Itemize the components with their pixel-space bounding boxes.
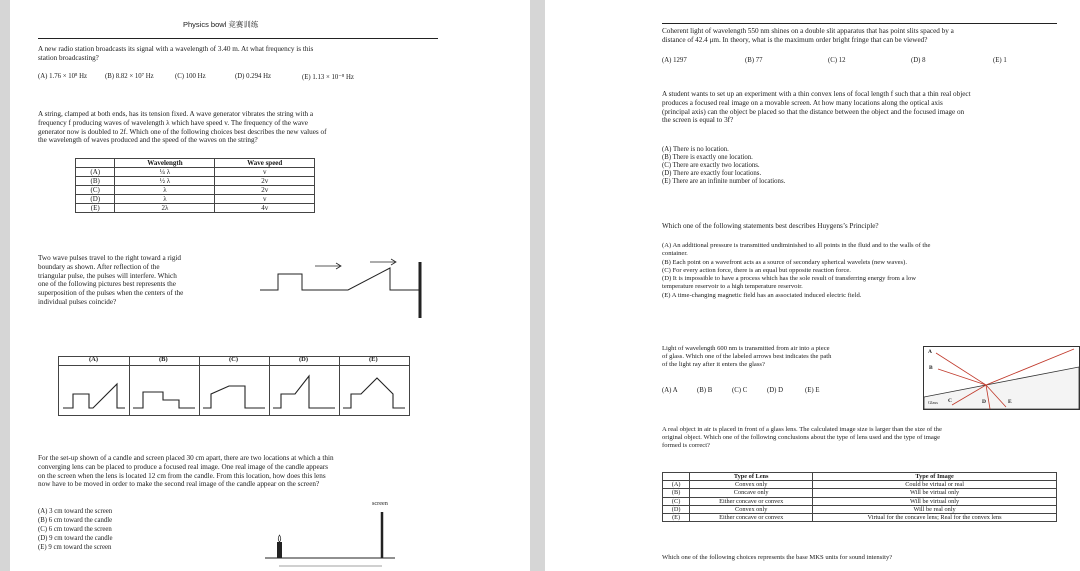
question-huygens-text: Which one of the following statements best describes Huygens’s Principle?: [662, 222, 879, 230]
table-cell: Either concave or convex: [690, 497, 813, 505]
pulse-choice-shapes: [59, 366, 409, 415]
choice-d: (D) 9 cm toward the candle: [38, 535, 113, 542]
question-string-text: A string, clamped at both ends, has its tension fixed. A wave generator vibrates the string with a frequency f producing waves of wavelength λ which have speed v. The frequency of the wave generator now is doubled to 2f. Which one of the following choices best describes the new values of the wavelength of waves produced and the speed of the waves on the string?: [38, 110, 327, 145]
ray-a: [936, 353, 986, 385]
choice-b: (B) 6 cm toward the candle: [38, 517, 113, 524]
document-page-2: [545, 0, 1080, 571]
table-cell: (C): [76, 186, 115, 195]
table-header-row: [76, 159, 315, 168]
ray-label-e: E: [1008, 399, 1012, 405]
choice-c: (C) 12: [828, 57, 846, 64]
choice-c: (C) There are exactly two locations.: [662, 162, 760, 169]
question-lens-positions-text: A student wants to set up an experiment with a thin convex lens of focal length f such that a thin real object produces a focused real image on a movable screen. At how many locations along the optical axis (principal axis) can the object be placed so that the distance between the object and the focused image on the screen is equal to 3f?: [662, 90, 971, 125]
table-row: [663, 514, 1057, 522]
ray-label-c: C: [948, 398, 952, 404]
choice-d: (D) There are exactly four locations.: [662, 170, 762, 177]
table-cell: (B): [76, 177, 115, 186]
table-cell: 2v: [215, 177, 315, 186]
table-cell: Will be virtual only: [813, 489, 1057, 497]
table-row: [76, 195, 315, 204]
table-row: [663, 481, 1057, 489]
table-header-cell: Wave speed: [215, 159, 315, 168]
table-row: [76, 177, 315, 186]
candle-screen-diagram: [265, 508, 405, 570]
table-cell: Will be virtual only: [813, 497, 1057, 505]
table-cell: v: [215, 168, 315, 177]
choice-d: (D) 0.294 Hz: [235, 73, 272, 80]
table-cell: (A): [76, 168, 115, 177]
pulse-shape-b: [133, 392, 195, 408]
table-cell: Virtual for the concave lens; Real for the convex lens: [813, 514, 1057, 522]
choice-d: (D) It is impossible to have a process which has the sole result of transferring energy from a low temperature reservoir to a high temperature reservoir.: [662, 275, 917, 290]
table-cell: (E): [76, 204, 115, 213]
page-header-title: Physics bowl 竞赛训练: [183, 20, 259, 29]
choice-c: (C) C: [732, 387, 748, 394]
pulse-choice-label: (A): [89, 356, 99, 363]
refraction-diagram: [923, 346, 1080, 410]
screen-label: screen: [372, 500, 388, 507]
table-cell: 2λ: [115, 204, 215, 213]
table-cell: (E): [663, 514, 690, 522]
table-header-row: [663, 473, 1057, 481]
table-cell: Either concave or convex: [690, 514, 813, 522]
table-cell: (D): [76, 195, 115, 204]
choice-c: (C) 6 cm toward the screen: [38, 526, 112, 533]
question-radio-text: A new radio station broadcasts its signal with a wavelength of 3.40 m. At what frequency is this station broadcasting?: [38, 45, 314, 62]
wave-pulses-diagram: [260, 260, 440, 320]
table-cell: v: [215, 195, 315, 204]
incoming-pulses: [260, 268, 420, 290]
choice-a: (A) A: [662, 387, 678, 394]
table-cell: (C): [663, 497, 690, 505]
choice-e: (E) E: [805, 387, 820, 394]
ray-label-a: A: [928, 349, 932, 355]
choice-b: (B) 8.82 × 10⁷ Hz: [105, 73, 154, 80]
choice-e: (E) There are an infinite number of locations.: [662, 178, 786, 185]
table-row: [663, 505, 1057, 513]
ray-label-b: B: [929, 365, 933, 371]
choice-a: (A) 1.76 × 10⁸ Hz: [38, 73, 88, 80]
candle-icon: [277, 542, 282, 558]
table-header-cell: [663, 473, 690, 481]
choice-e: (E) 1: [993, 57, 1007, 64]
table-cell: Will be real only: [813, 505, 1057, 513]
table-row: [663, 489, 1057, 497]
pulse-shape-c: [203, 386, 265, 408]
flame-icon: [278, 535, 281, 542]
pulse-shape-e: [343, 378, 405, 408]
choice-a: (A) There is no location.: [662, 146, 729, 153]
table-cell: (B): [663, 489, 690, 497]
choice-e: (E) 1.13 × 10⁻⁸ Hz: [302, 74, 354, 81]
choice-a: (A) 3 cm toward the screen: [38, 508, 113, 515]
table-row: [76, 168, 315, 177]
table-cell: ¼ λ: [115, 168, 215, 177]
question-glass-text: Light of wavelength 600 nm is transmitted from air into a piece of glass. Which one of the labeled arrows best indicates the path of the light ray after it enters the glass?: [662, 345, 832, 368]
question-slits-text: Coherent light of wavelength 550 nm shines on a double slit apparatus that has point slits spaced by a distance of 42.4 μm. In theory, what is the maximum order bright fringe that can be viewed?: [662, 27, 954, 44]
pulse-choices-grid: [58, 356, 410, 416]
pulse-choice-label: (E): [369, 356, 378, 363]
question-candle-text: For the set-up shown of a candle and screen placed 30 cm apart, there are two locations at which a thin converging lens can be placed to produce a focused real image. One real image of the candle appears on the screen when the lens is located 12 cm from the candle. From this location, how does this lens now have to be moved in order to make the second real image of the candle appear on the screen?: [38, 454, 334, 489]
string-answer-table: [75, 158, 315, 213]
pulse-shape-d: [273, 376, 335, 408]
question-pulses-text: Two wave pulses travel to the right toward a rigid boundary as shown. After reflection of the triangular pulse, the pulses will interfere. Which one of the following pictures best represents the superposition of the pulses when the centers of the individual pulses coincide?: [38, 254, 184, 306]
header-rule: [38, 38, 438, 39]
document-page-1: [10, 0, 530, 571]
table-cell: λ: [115, 195, 215, 204]
question-image-text: A real object in air is placed in front of a glass lens. The calculated image size is larger than the size of the original object. Which one of the following conclusions about the type of lens used and the type of image formed is correct?: [662, 426, 942, 449]
pulse-choice-label: (D): [299, 356, 309, 363]
table-header-cell: [76, 159, 115, 168]
header-rule: [662, 23, 1057, 24]
table-row: [663, 497, 1057, 505]
choice-c: (C) 100 Hz: [175, 73, 206, 80]
choice-b: (B) Each point on a wavefront acts as a source of secondary spherical wavelets (new waves).: [662, 259, 907, 266]
table-cell: 2v: [215, 186, 315, 195]
choice-a: (A) An additional pressure is transmitted undiminished to all points in the fluid and to the walls of the container.: [662, 242, 931, 257]
table-header-cell: Type of Image: [813, 473, 1057, 481]
choice-c: (C) For every action force, there is an equal but opposite reaction force.: [662, 267, 851, 274]
table-cell: Could be virtual or real: [813, 481, 1057, 489]
pulse-choice-label: (B): [159, 356, 168, 363]
ray-b: [938, 369, 986, 385]
choice-b: (B) There is exactly one location.: [662, 154, 753, 161]
table-cell: ½ λ: [115, 177, 215, 186]
ray-label-d: D: [982, 399, 986, 405]
glass-label: Glass: [928, 400, 938, 405]
table-row: [76, 204, 315, 213]
table-cell: Convex only: [690, 481, 813, 489]
table-cell: Concave only: [690, 489, 813, 497]
table-cell: λ: [115, 186, 215, 195]
table-header-cell: Wavelength: [115, 159, 215, 168]
choice-b: (B) 77: [745, 57, 763, 64]
image-answer-table: [662, 472, 1057, 522]
table-row: [76, 186, 315, 195]
pulse-choice-label: (C): [229, 356, 239, 363]
choice-d: (D) D: [767, 387, 784, 394]
choice-e: (E) 9 cm toward the screen: [38, 544, 112, 551]
table-cell: Convex only: [690, 505, 813, 513]
table-header-cell: Type of Lens: [690, 473, 813, 481]
table-cell: (A): [663, 481, 690, 489]
pulse-shape-a: [63, 384, 125, 408]
question-units-text: Which one of the following choices represents the base MKS units for sound intensity?: [662, 554, 893, 561]
choice-e: (E) A time-changing magnetic field has an associated induced electric field.: [662, 292, 862, 299]
choice-b: (B) B: [697, 387, 713, 394]
table-cell: 4v: [215, 204, 315, 213]
choice-a: (A) 1297: [662, 57, 687, 64]
table-cell: (D): [663, 505, 690, 513]
choice-d: (D) 8: [911, 57, 926, 64]
